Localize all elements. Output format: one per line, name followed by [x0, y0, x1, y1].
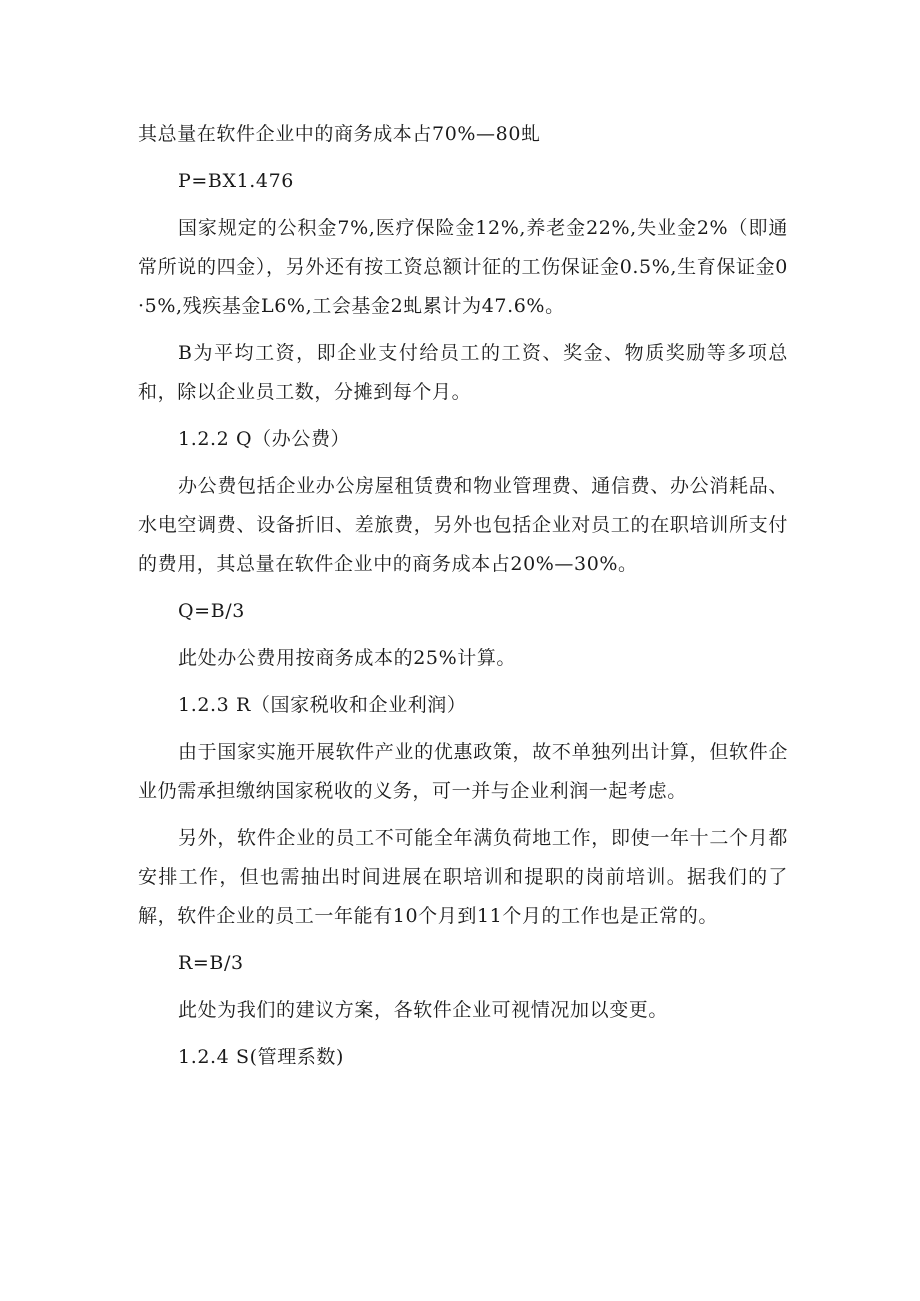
paragraph-cost-share: 其总量在软件企业中的商务成本占70%—80虬 — [138, 123, 541, 145]
document-body — [138, 115, 788, 1077]
section-heading-q: 1.2.2 Q（办公费） — [178, 428, 351, 450]
paragraph-office-expenses: 办公费包括企业办公房屋租赁费和物业管理费、通信费、办公消耗品、水电空调费、设备折旧、差旅费，另外也包括企业对员工的在职培训所支付的费用，其总量在软件企业中的商务成本占20%—30%。 — [138, 475, 788, 575]
formula-r: R=B/3 — [178, 952, 244, 974]
paragraph-suggestion: 此处为我们的建议方案，各软件企业可视情况加以变更。 — [178, 999, 669, 1021]
paragraph-work-months: 另外，软件企业的员工不可能全年满负荷地工作，即使一年十二个月都安排工作，但也需抽出时间进展在职培训和提职的岗前培训。据我们的了解，软件企业的员工一年能有10个月到11个月的工作也是正常的。 — [138, 827, 788, 927]
formula-p: P=BX1.476 — [178, 170, 294, 192]
section-heading-s: 1.2.4 S(管理系数) — [178, 1046, 345, 1068]
paragraph-tax-policy: 由于国家实施开展软件产业的优惠政策，故不单独列出计算，但软件企业仍需承担缴纳国家税收的义务，可一并与企业利润一起考虑。 — [138, 741, 788, 802]
paragraph-office-rate: 此处办公费用按商务成本的25%计算。 — [178, 647, 517, 669]
section-heading-r: 1.2.3 R（国家税收和企业利润） — [178, 694, 467, 716]
paragraph-insurance-rates: 国家规定的公积金7%,医疗保险金12%,养老金22%,失业金2%（即通常所说的四金），另外还有按工资总额计征的工伤保证金0.5%,生育保证金0·5%,残疾基金L6%,工会基金2虬累计为47.6%。 — [138, 217, 788, 317]
paragraph-average-salary: B为平均工资，即企业支付给员工的工资、奖金、物质奖励等多项总和，除以企业员工数，分摊到每个月。 — [138, 342, 788, 403]
formula-q: Q=B/3 — [178, 600, 245, 622]
